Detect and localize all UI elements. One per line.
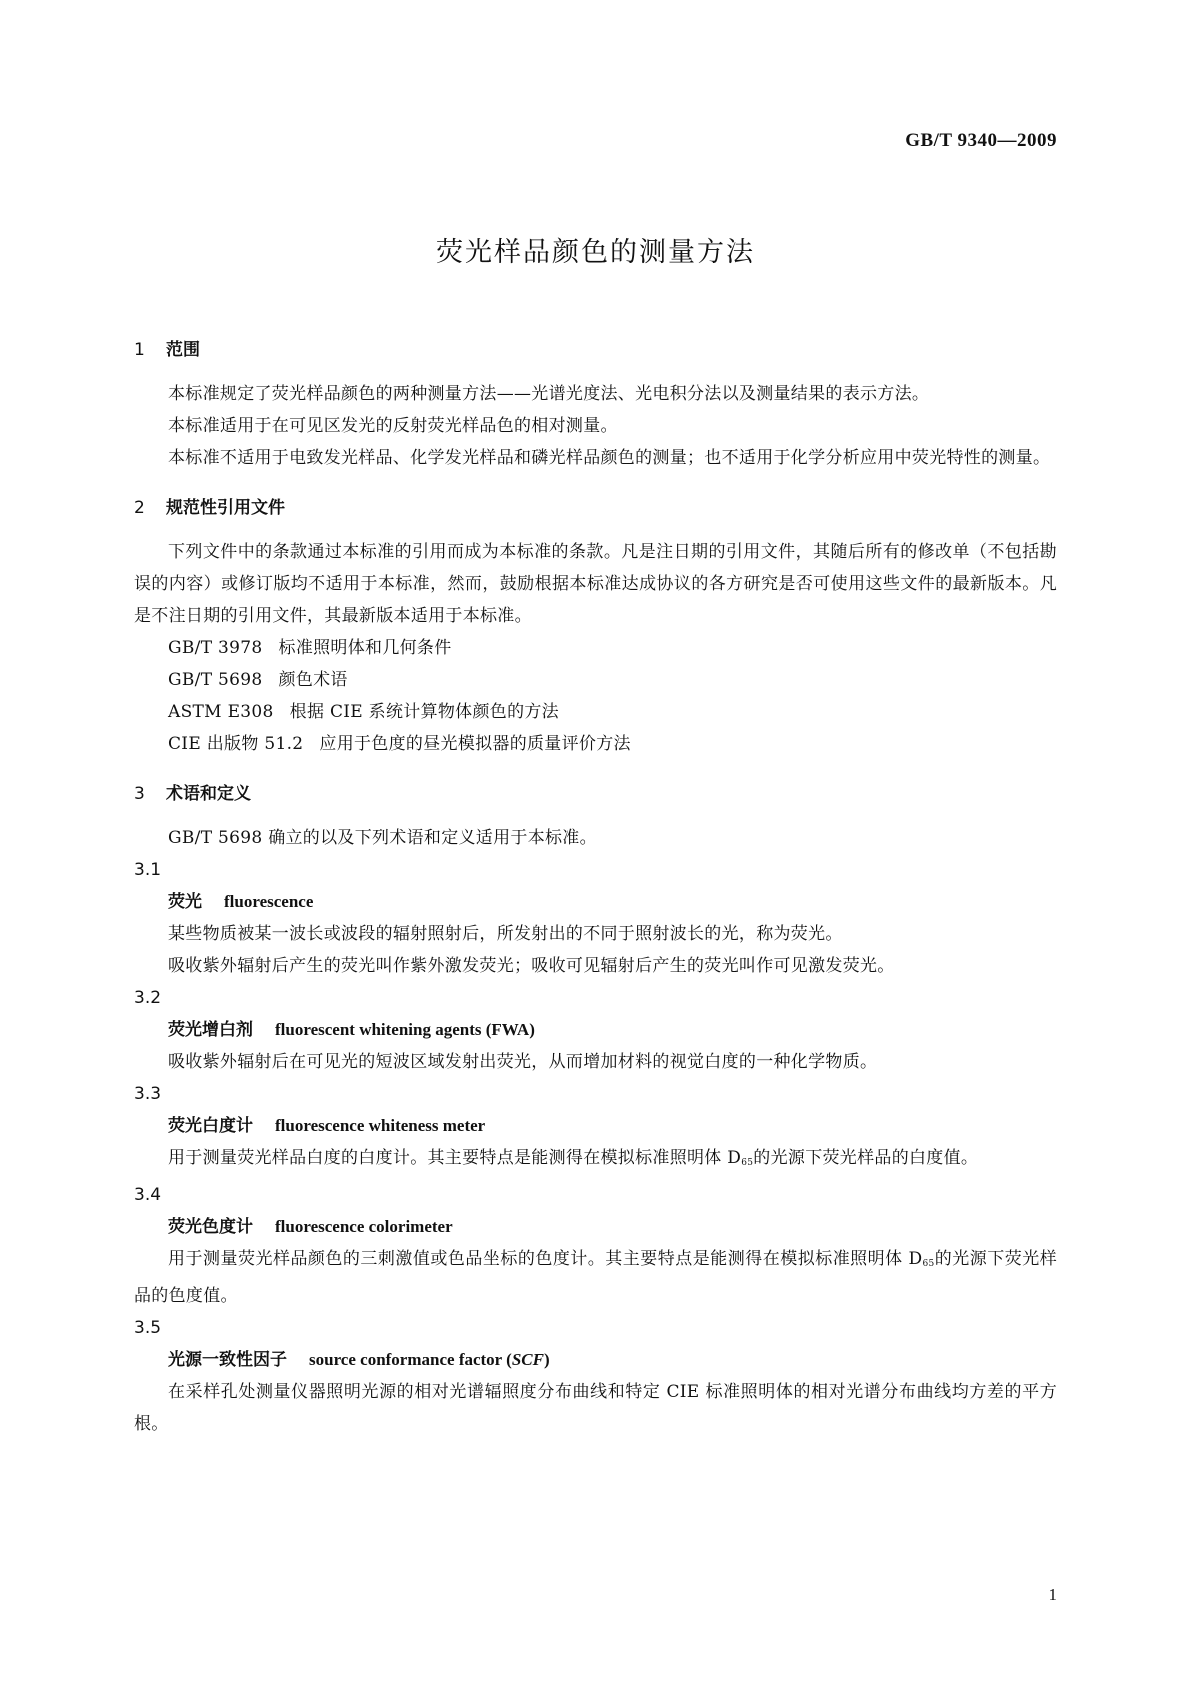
definition: 吸收紫外辐射后在可见光的短波区域发射出荧光，从而增加材料的视觉白度的一种化学物质。	[168, 1052, 878, 1072]
standard-code: GB/T 9340—2009	[905, 130, 1057, 151]
document-body	[134, 336, 1057, 1440]
term-zh: 光源一致性因子	[168, 1350, 287, 1370]
paragraph: 本标准不适用于电致发光样品、化学发光样品和磷光样品颜色的测量；也不适用于化学分析应用中荧光特性的测量。	[168, 448, 1051, 468]
term-heading	[134, 1110, 1057, 1142]
section-1-heading	[134, 336, 1057, 364]
section-number: 2	[134, 498, 145, 518]
term-abbreviation: SCF	[511, 1350, 544, 1369]
reference-title: 应用于色度的昼光模拟器的质量评价方法	[319, 734, 631, 754]
paragraph: 本标准规定了荧光样品颜色的两种测量方法——光谱光度法、光电积分法以及测量结果的表示方法。	[168, 384, 930, 404]
clause-number: 3.2	[134, 988, 162, 1008]
paragraph: 本标准适用于在可见区发光的反射荧光样品色的相对测量。	[168, 416, 618, 436]
section-3-heading	[134, 780, 1057, 808]
term-en: fluorescence	[224, 892, 314, 911]
term-heading	[134, 1344, 1057, 1376]
reference-item	[134, 696, 1057, 728]
document-title: 荧光样品颜色的测量方法	[436, 237, 755, 268]
paragraph: 下列文件中的条款通过本标准的引用而成为本标准的条款。凡是注日期的引用文件，其随后所有的修改单（不包括勘误的内容）或修订版均不适用于本标准，然而，鼓励根据本标准达成协议的各方研究是否可使用这些文件的最新版本。凡是不注日期的引用文件，其最新版本适用于本标准。	[134, 542, 1057, 626]
reference-title: 颜色术语	[278, 670, 348, 690]
section-title: 术语和定义	[166, 784, 251, 804]
term-zh: 荧光色度计	[168, 1217, 253, 1237]
reference-code: ASTM E308	[168, 702, 274, 722]
term-en: fluorescence colorimeter	[275, 1217, 453, 1236]
clause-number: 3.1	[134, 860, 162, 880]
reference-code: GB/T 5698	[168, 670, 263, 690]
section-number: 3	[134, 784, 145, 804]
clause-number: 3.4	[134, 1185, 162, 1205]
term-zh: 荧光	[168, 892, 202, 912]
clause-number: 3.5	[134, 1318, 162, 1338]
definition: 某些物质被某一波长或波段的辐射照射后，所发射出的不同于照射波长的光，称为荧光。	[168, 924, 843, 944]
section-2-heading	[134, 494, 1057, 522]
reference-title: 标准照明体和几何条件	[278, 638, 452, 658]
reference-item	[134, 632, 1057, 664]
reference-code: CIE 出版物 51.2	[168, 734, 304, 754]
section-title: 规范性引用文件	[166, 498, 285, 518]
paragraph: GB/T 5698 确立的以及下列术语和定义适用于本标准。	[168, 828, 597, 848]
section-number: 1	[134, 340, 145, 360]
term-heading	[134, 1211, 1057, 1243]
term-en: fluorescent whitening agents (FWA)	[275, 1020, 535, 1039]
term-heading	[134, 886, 1057, 918]
definition: 用于测量荧光样品颜色的三刺激值或色品坐标的色度计。其主要特点是能测得在模拟标准照明体 $D_{65}$的光源下荧光样品的色度值。	[134, 1249, 1057, 1306]
term-zh: 荧光白度计	[168, 1116, 253, 1136]
section-title: 范围	[166, 340, 200, 360]
definition: 吸收紫外辐射后产生的荧光叫作紫外激发荧光；吸收可见辐射后产生的荧光叫作可见激发荧光。	[168, 956, 895, 976]
term-en: fluorescence whiteness meter	[275, 1116, 486, 1135]
reference-item	[134, 664, 1057, 696]
clause-number: 3.3	[134, 1084, 162, 1104]
reference-code: GB/T 3978	[168, 638, 263, 658]
subscript: 65	[922, 1259, 935, 1269]
reference-title: 根据 CIE 系统计算物体颜色的方法	[289, 702, 559, 722]
definition: 在采样孔处测量仪器照明光源的相对光谱辐照度分布曲线和特定 CIE 标准照明体的相对光谱分布曲线均方差的平方根。	[134, 1382, 1057, 1434]
reference-item	[134, 728, 1057, 760]
definition: 用于测量荧光样品白度的白度计。其主要特点是能测得在模拟标准照明体 $D_{65}$的光源下荧光样品的白度值。	[168, 1148, 979, 1168]
term-en: source conformance factor (SCF)	[309, 1350, 550, 1369]
subscript: 65	[741, 1158, 754, 1168]
term-heading	[134, 1014, 1057, 1046]
term-zh: 荧光增白剂	[168, 1020, 253, 1040]
page-number: 1	[1048, 1585, 1057, 1604]
